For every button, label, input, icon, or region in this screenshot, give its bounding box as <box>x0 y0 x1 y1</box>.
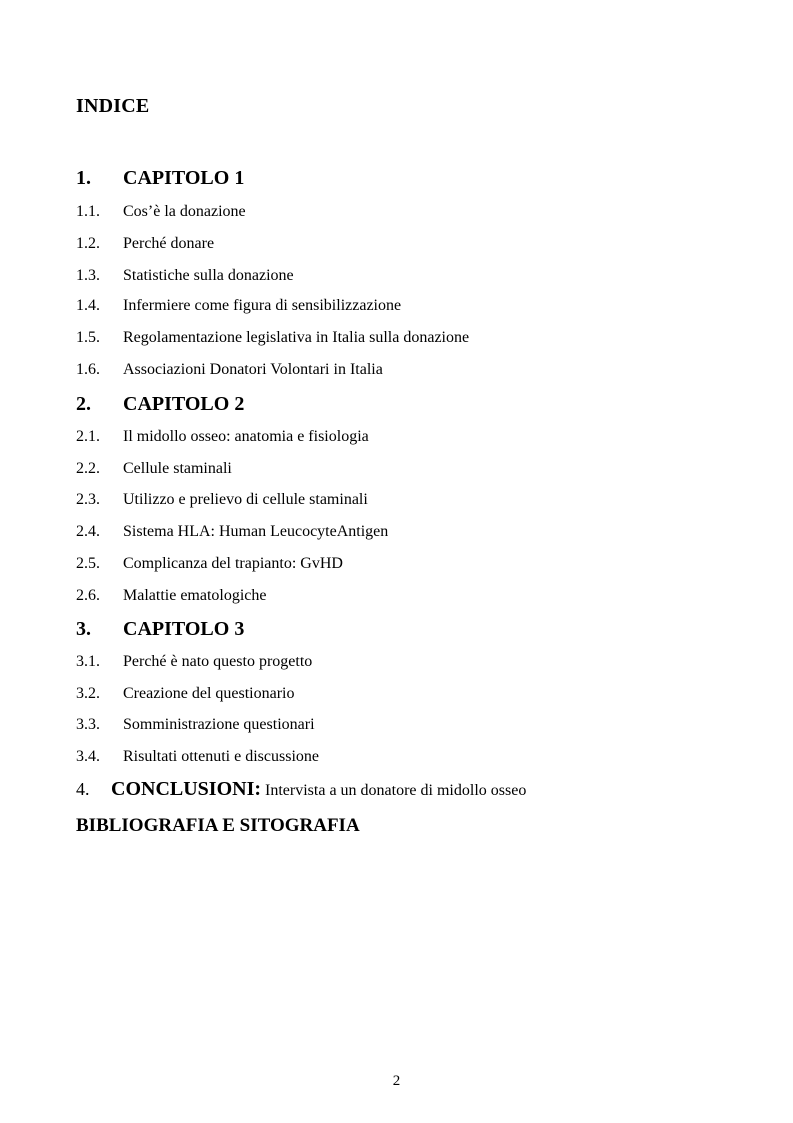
toc-entry-number: 1.3. <box>76 267 100 284</box>
toc-entry <box>76 685 295 703</box>
toc-entry-text: Cellule staminali <box>123 460 232 477</box>
toc-entry-text: Risultati ottenuti e discussione <box>123 748 319 765</box>
chapter-title: CAPITOLO 3 <box>123 618 245 640</box>
toc-entry-text: Regolamentazione legislativa in Italia sulla donazione <box>123 329 470 346</box>
toc-entry-text: Malattie ematologiche <box>123 587 267 604</box>
bibliography-heading: BIBLIOGRAFIA E SITOGRAFIA <box>76 815 360 836</box>
toc-entry-text: Complicanza del trapianto: GvHD <box>123 555 343 572</box>
toc-entry-number: 3.1. <box>76 653 100 670</box>
toc-entry-text: Statistiche sulla donazione <box>123 267 294 284</box>
page-number: 2 <box>392 1073 401 1089</box>
toc-entry-text: Il midollo osseo: anatomia e fisiologia <box>123 428 369 445</box>
conclusion-entry <box>76 778 526 801</box>
chapter-title: CAPITOLO 1 <box>123 167 245 189</box>
toc-entry-text: Perché è nato questo progetto <box>123 653 313 670</box>
toc-entry-text: Associazioni Donatori Volontari in Italia <box>123 361 383 378</box>
toc-entry-text: Creazione del questionario <box>123 685 295 702</box>
chapter-title: CAPITOLO 2 <box>123 393 245 415</box>
toc-entry <box>76 361 383 379</box>
toc-entry <box>76 653 312 671</box>
conclusion-text: Intervista a un donatore di midollo osseo <box>265 782 527 799</box>
toc-entry-number: 1.4. <box>76 297 100 314</box>
toc-entry-number: 2.4. <box>76 523 100 540</box>
toc-entry-text: Sistema HLA: Human LeucocyteAntigen <box>123 523 389 540</box>
toc-entry <box>76 428 369 446</box>
toc-entry <box>76 267 294 285</box>
index-title: INDICE <box>76 95 150 117</box>
chapter-number: 1. <box>76 167 91 189</box>
toc-entry-number: 2.3. <box>76 491 100 508</box>
conclusion-number: 4. <box>76 779 90 799</box>
toc-entry <box>76 748 319 766</box>
chapter-number: 2. <box>76 393 91 415</box>
toc-entry-number: 3.2. <box>76 685 100 702</box>
toc-entry <box>76 555 343 573</box>
toc-entry-number: 2.5. <box>76 555 100 572</box>
chapter-heading <box>76 618 244 641</box>
toc-entry-number: 2.1. <box>76 428 100 445</box>
toc-entry <box>76 297 401 315</box>
toc-entry-text: Perché donare <box>123 235 215 252</box>
toc-entry <box>76 460 232 478</box>
toc-entry-number: 1.2. <box>76 235 100 252</box>
toc-entry-number: 3.4. <box>76 748 100 765</box>
toc-entry-number: 2.6. <box>76 587 100 604</box>
toc-entry <box>76 329 469 347</box>
toc-entry-text: Somministrazione questionari <box>123 716 315 733</box>
toc-entry <box>76 203 246 221</box>
chapter-heading <box>76 167 244 190</box>
toc-entry-text: Cos’è la donazione <box>123 203 246 220</box>
toc-entry-number: 3.3. <box>76 716 100 733</box>
toc-entry-number: 2.2. <box>76 460 100 477</box>
toc-entry-text: Infermiere come figura di sensibilizzazione <box>123 297 402 314</box>
toc-entry-number: 1.1. <box>76 203 100 220</box>
toc-entry <box>76 491 368 509</box>
chapter-number: 3. <box>76 618 91 640</box>
toc-entry-text: Utilizzo e prelievo di cellule staminali <box>123 491 368 508</box>
toc-entry-number: 1.5. <box>76 329 100 346</box>
toc-entry <box>76 716 315 734</box>
toc-entry <box>76 235 214 253</box>
conclusion-heading: CONCLUSIONI: <box>111 778 262 800</box>
toc-entry <box>76 523 388 541</box>
toc-entry <box>76 587 267 605</box>
chapter-heading <box>76 393 244 416</box>
toc-entry-number: 1.6. <box>76 361 100 378</box>
